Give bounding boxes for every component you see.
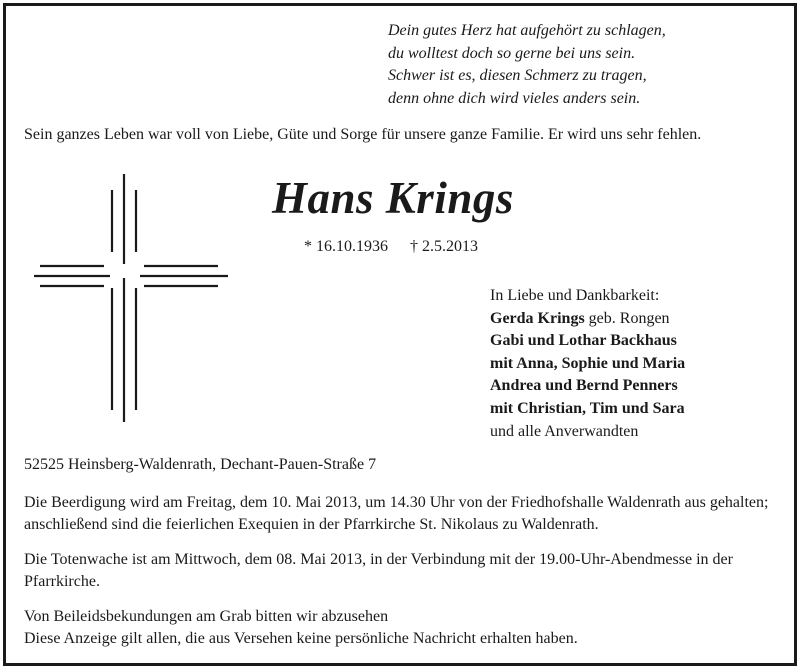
poem-line: Dein gutes Herz hat aufgehört zu schlagen, xyxy=(388,22,666,39)
intro-text: Sein ganzes Leben war voll von Liebe, Güte und Sorge für unsere ganze Familie. Er wird uns sehr fehlen. xyxy=(24,126,702,143)
address: 52525 Heinsberg-Waldenrath, Dechant-Pauen-Straße 7 xyxy=(24,456,377,473)
family-line: und alle Anverwandten xyxy=(490,422,639,440)
poem-line: denn ohne dich wird vieles anders sein. xyxy=(388,89,641,107)
cross-icon xyxy=(34,172,230,422)
family-line: Gabi und Lothar Backhaus xyxy=(490,332,677,350)
birth-date: * 16.10.1936 xyxy=(304,238,388,255)
family-signatures xyxy=(490,285,685,443)
poem xyxy=(388,20,666,110)
family-line: mit Christian, Tim und Sara xyxy=(490,399,685,417)
vigil-notice: Die Totenwache ist am Mittwoch, dem 08. Mai 2013, in der Verbindung mit der 19.00-Uhr-Abendmesse in der Pfarrkirche. xyxy=(24,551,733,590)
closing-line: Von Beileidsbekundungen am Grab bitten wir abzusehen xyxy=(24,608,389,625)
wife-name: Gerda Krings xyxy=(490,309,585,327)
family-line: Andrea und Bernd Penners xyxy=(490,377,678,395)
wife-note: geb. Rongen xyxy=(584,309,670,327)
life-dates xyxy=(304,238,478,256)
family-line xyxy=(490,308,685,331)
family-line: mit Anna, Sophie und Maria xyxy=(490,354,686,372)
funeral-notice: Die Beerdigung wird am Freitag, dem 10. Mai 2013, um 14.30 Uhr von der Friedhofshalle Waldenrath aus gehalten; anschließend sind die feierlichen Exequien in der Pfarrkirche St. Nikolaus zu Waldenrath. xyxy=(24,494,769,533)
closing-notes xyxy=(24,606,778,649)
poem-line: du wolltest doch so gerne bei uns sein. xyxy=(388,44,636,62)
family-heading: In Liebe und Dankbarkeit: xyxy=(490,287,660,304)
closing-line: Diese Anzeige gilt allen, die aus Versehen keine persönliche Nachricht erhalten haben. xyxy=(24,629,578,647)
death-date: † 2.5.2013 xyxy=(410,238,478,255)
deceased-name: Hans Krings xyxy=(272,173,514,223)
poem-line: Schwer ist es, diesen Schmerz zu tragen, xyxy=(388,67,647,84)
